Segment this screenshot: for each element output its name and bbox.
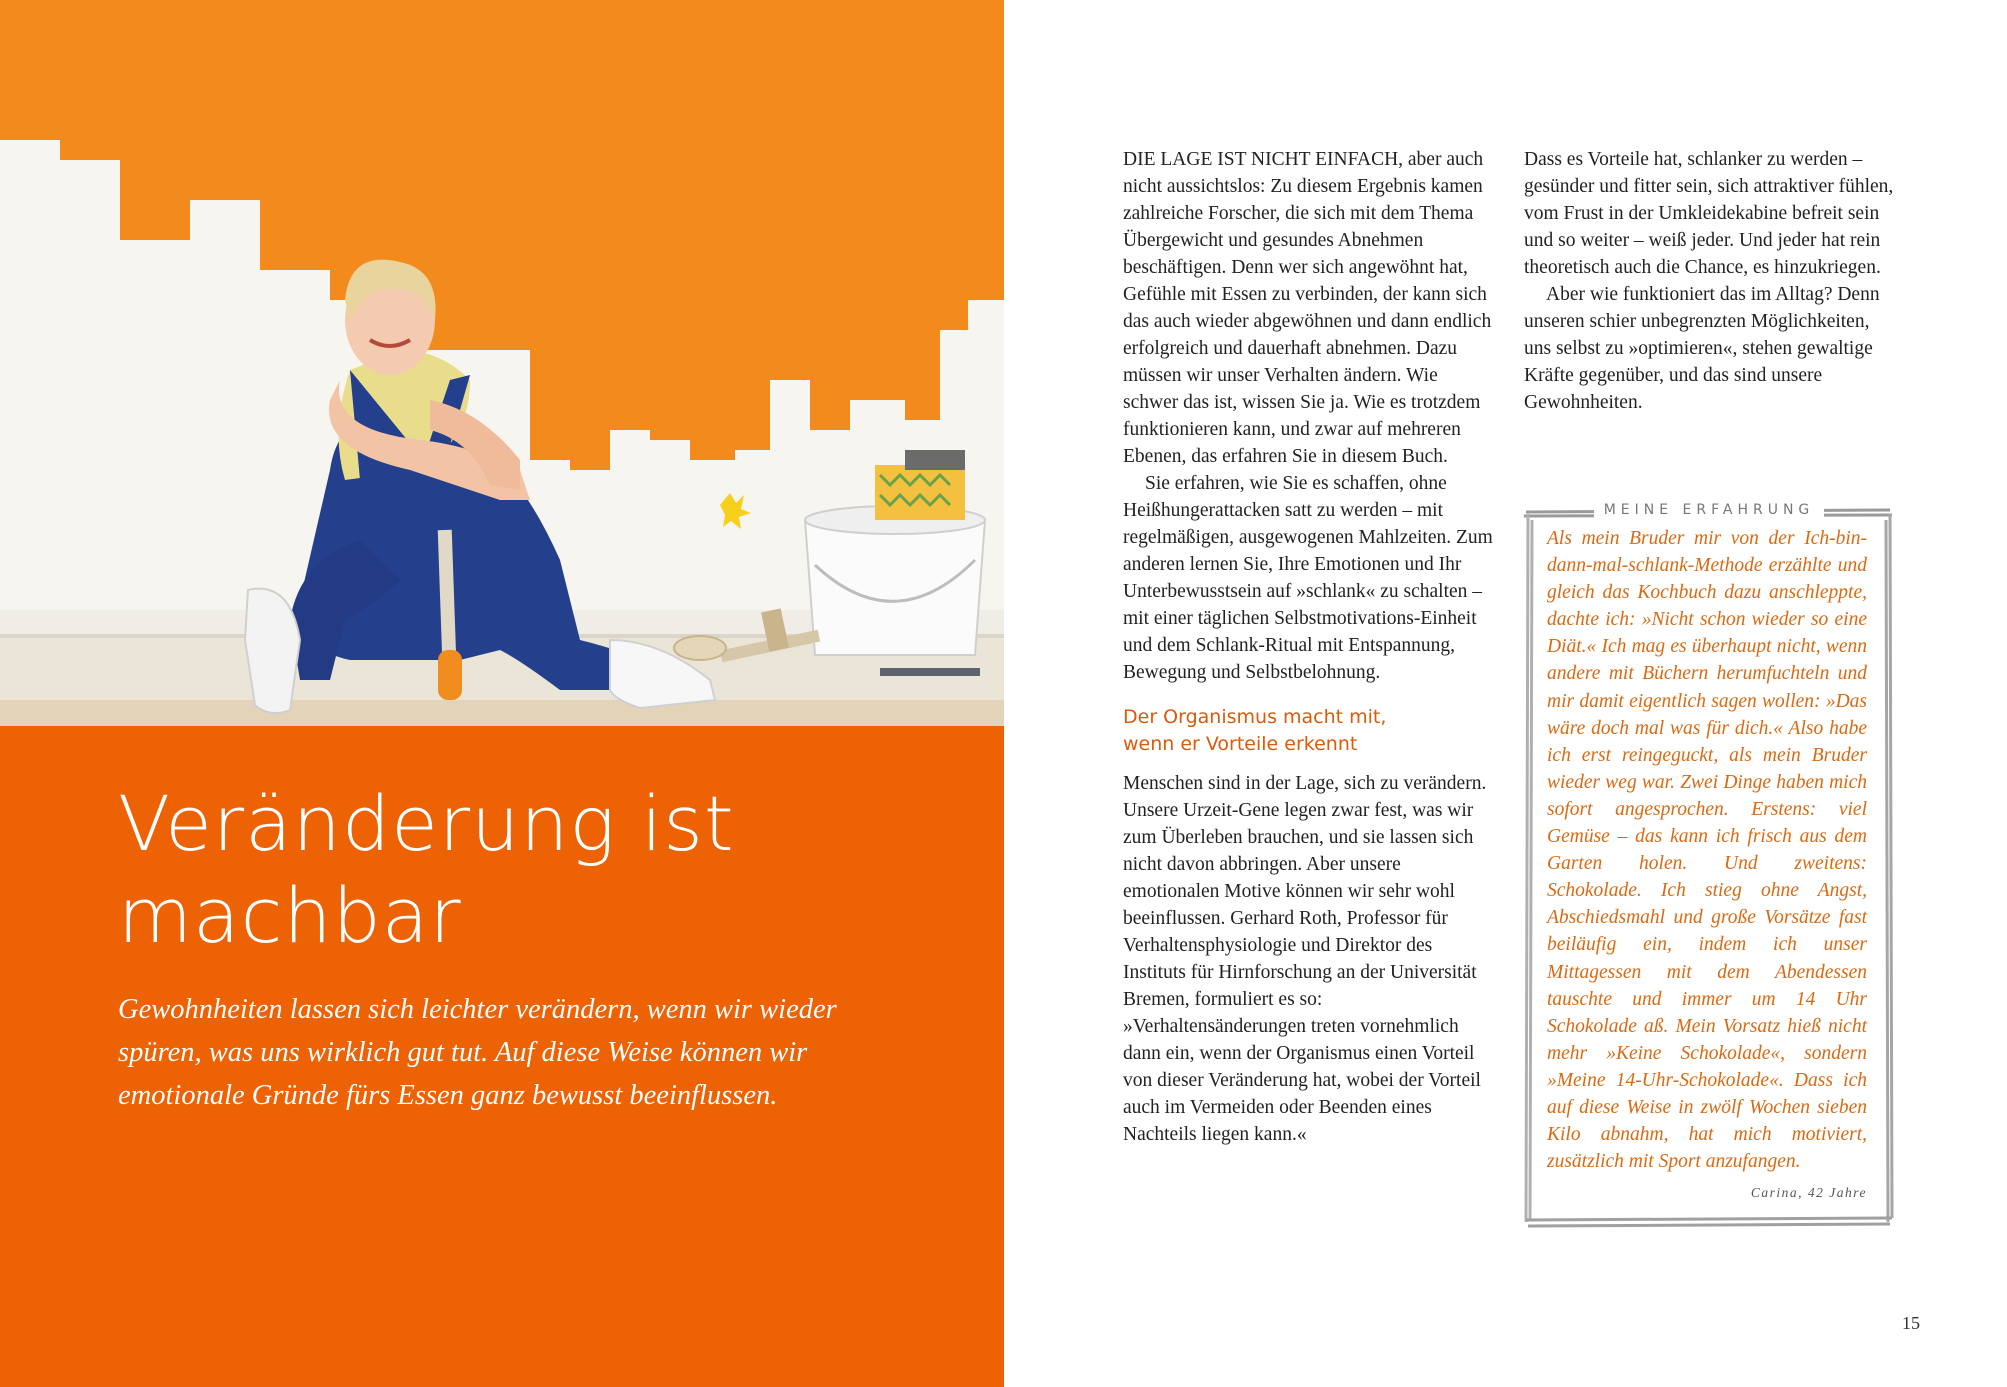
- body-paragraph: Dass es Vorteile hat, schlanker zu werden – gesünder und fitter sein, sich attraktiver fühlen, vom Frust in der Umkleidekabine befreit sein und so weiter – weiß jeder. Und jeder hat rein theoretisch auch die Chance, es hinzukriegen.: [1524, 149, 1894, 278]
- section-subheading: [1123, 704, 1495, 758]
- experience-label: MEINE ERFAHRUNG: [1520, 500, 1898, 520]
- experience-box: [1520, 500, 1898, 1230]
- experience-signature: Carina, 42 Jahre: [1750, 1185, 1867, 1201]
- photo-woman-painting-wall: [0, 0, 1004, 726]
- text-column-1: [1123, 146, 1495, 1148]
- body-paragraph: DIE LAGE IST NICHT EINFACH, aber auch nicht aussichtslos: Zu diesem Ergebnis kamen zahlreiche Forscher, die sich mit dem Thema Übergewicht und gesundes Abnehmen beschäftigen. Denn wer sich angewöhnt hat, Gefühle mit Essen zu verbinden, der kann sich das auch wieder abgewöhnen und dann endlich erfolgreich und dauerhaft abnehmen. Dazu müssen wir unser Verhalten ändern. Wie schwer das ist, wissen Sie ja. Wie es trotzdem funktionieren kann, und zwar auf mehreren Ebenen, das erfahren Sie in diesem Buch.: [1123, 149, 1492, 467]
- subheading-line-1: Der Organismus macht mit,: [1123, 706, 1387, 728]
- headline-line-2: machbar: [118, 871, 462, 960]
- body-paragraph: Menschen sind in der Lage, sich zu verändern. Unsere Urzeit-Gene legen zwar fest, was wir zum Überleben brauchen, und sie lassen sich nicht davon abbringen. Aber unsere emotionalen Motive können wir sehr wohl beeinflussen. Gerhard Roth, Professor für Verhaltensphysiologie und Direktor des Instituts für Hirnforschung an der Universität Bremen, formuliert es so: »Verhaltensänderungen treten vornehmlich dann ein, wenn der Organismus einen Vorteil von dieser Veränderung hat, wobei der Vorteil auch im Vermeiden oder Beenden eines Nachteils liegen kann.«: [1123, 773, 1487, 1145]
- chapter-intro: Gewohnheiten lassen sich leichter verändern, wenn wir wieder spüren, was uns wirklich gut tut. Auf diese Weise können wir emotionale Gründe fürs Essen ganz bewusst beeinflussen.: [118, 994, 837, 1111]
- body-paragraph: Sie erfahren, wie Sie es schaffen, ohne Heißhungerattacken satt zu werden – mit regelmäßigen, ausgewogenen Mahlzeiten. Zum anderen lernen Sie, Ihre Emotionen und Ihr Unterbewusstsein auf »schlank« zu schalten – mit einer täglichen Selbstmotivations-Einheit und dem Schlank-Ritual mit Entspannung, Bewegung und Selbstbelohnung.: [1123, 473, 1493, 683]
- text-column-2: [1524, 146, 1894, 416]
- subheading-line-2: wenn er Vorteile erkennt: [1123, 733, 1358, 755]
- page-number: 15: [1902, 1313, 1920, 1333]
- headline-line-1: Veränderung ist: [118, 779, 735, 868]
- photo-illustration: [0, 0, 1004, 726]
- experience-quote: Als mein Bruder mir von der Ich-bin-dann-mal-schlank-Methode erzählte und gleich das Kochbuch dazu anschleppte, dachte ich: »Nicht schon wieder so eine Diät.« Ich mag es überhaupt nicht, wenn andere mit Büchern herumfuchteln und mir damit eigentlich sagen wollen: »Das wäre doch mal was für dich.« Also habe ich erst reingeguckt, als mein Bruder wieder weg war. Zwei Dinge haben mich sofort angesprochen. Erstens: viel Gemüse – das kann ich frisch aus dem Garten holen. Und zweitens: Schokolade. Ich stieg ohne Angst, Abschiedsmahl und große Vorsätze fast beiläufig ein, indem ich unser Mittagessen mit dem Abendessen tauschte und immer um 14 Uhr Schokolade aß. Mein Vorsatz hieß nicht mehr »Keine Schokolade«, sondern »Meine 14-Uhr-Schokolade«. Dass ich auf diese Weise in zwölf Wochen sieben Kilo abnahm, hat mich motiviert, zusätzlich mit Sport anzufangen. Carina, 42 Jahre: [1547, 525, 1867, 1206]
- body-paragraph: Aber wie funktioniert das im Alltag? Denn unseren schier unbegrenzten Möglichkeiten, uns selbst zu »optimieren«, stehen gewaltige Kräfte gegenüber, und das sind unsere Gewohnheiten.: [1524, 284, 1880, 413]
- chapter-headline: [118, 778, 938, 962]
